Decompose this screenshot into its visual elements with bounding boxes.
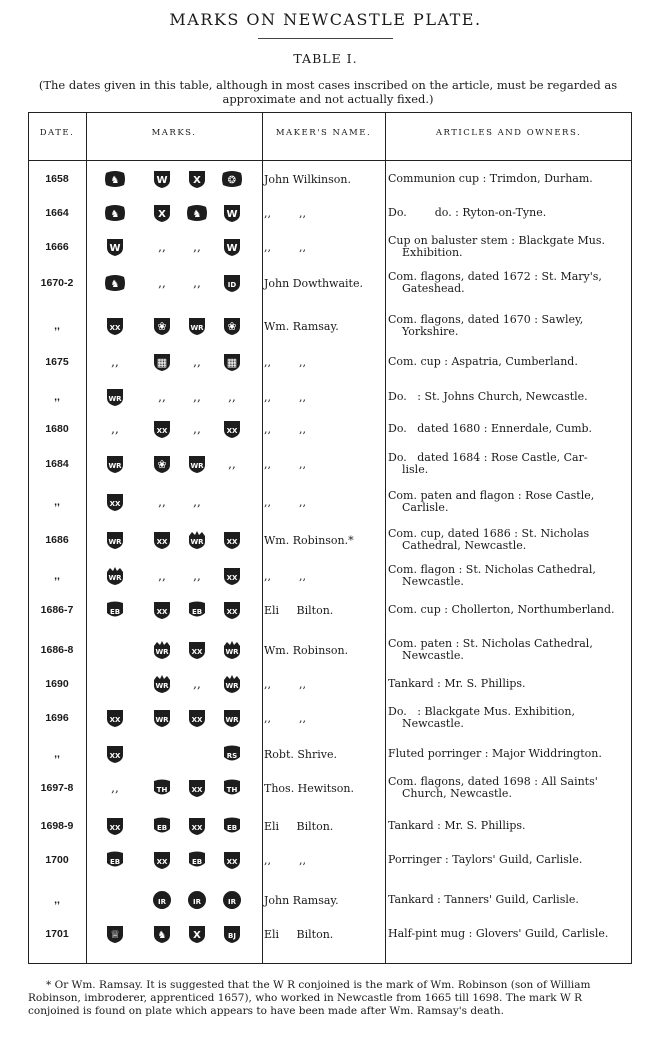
initials-eb-mark-icon [104, 599, 126, 620]
svg-text:WR: WR [108, 573, 122, 582]
marks-cell [86, 887, 262, 913]
date-cell: ,, [54, 748, 60, 760]
article-cell [388, 489, 630, 515]
svg-text:XX: XX [109, 499, 121, 508]
svg-text:❀: ❀ [157, 457, 167, 471]
lion-passant-mark-icon [104, 202, 126, 223]
initials-wr-mark-icon [104, 386, 126, 407]
table-row [28, 349, 632, 375]
marks-cell [86, 597, 262, 623]
marks-cell [86, 921, 262, 947]
ditto-mark: ,, [158, 389, 166, 404]
svg-text:XX: XX [109, 751, 121, 760]
castles-w-mark-icon [221, 202, 243, 223]
svg-text:IR: IR [228, 897, 236, 906]
svg-text:EB: EB [226, 823, 238, 832]
article-line: Church, Newcastle. [402, 787, 512, 800]
svg-text:♞: ♞ [110, 174, 120, 186]
article-line: Carlisle. [402, 501, 449, 514]
rose-mark-icon [151, 453, 173, 474]
date-cell: ,, [54, 320, 60, 332]
maker-cell: ,, ,, [264, 853, 306, 867]
marks-cell [86, 671, 262, 697]
rose-mark-icon [221, 315, 243, 336]
crowned-wr-mark-icon [221, 673, 243, 694]
date-cell: 1700 [45, 854, 69, 866]
maker-cell: Eli Bilton. [264, 819, 334, 833]
castles-xx-mark-icon [151, 529, 173, 550]
svg-text:WR: WR [108, 537, 122, 546]
svg-text:XX: XX [226, 537, 238, 546]
svg-text:XX: XX [109, 323, 121, 332]
svg-text:WR: WR [155, 681, 169, 690]
castles-xx-mark-icon [221, 565, 243, 586]
svg-text:IR: IR [158, 897, 166, 906]
header-articles: ARTICLES AND OWNERS. [435, 128, 582, 138]
article-cell [388, 270, 630, 296]
crowned-wr-mark-icon [151, 673, 173, 694]
svg-text:EB: EB [109, 607, 121, 616]
table-row [28, 416, 632, 442]
article-cell [388, 741, 630, 767]
svg-text:ID: ID [227, 280, 237, 289]
maker-cell: John Ramsay. [264, 893, 339, 907]
svg-text:TH: TH [226, 785, 238, 794]
castles-xx-mark-icon [104, 815, 126, 836]
castles-x-mark-icon [151, 202, 173, 223]
article-line: Cup on baluster stem : Blackgate Mus. [388, 234, 605, 247]
crowned-wr-mark-icon [151, 639, 173, 660]
svg-text:WR: WR [225, 647, 239, 656]
marks-cell [86, 705, 262, 731]
marks-cell [86, 270, 262, 296]
date-cell: 1670-2 [40, 277, 74, 289]
castles-xx-mark-icon [221, 849, 243, 870]
table-row [28, 637, 632, 663]
maker-cell: ,, ,, [264, 457, 306, 471]
marks-cell [86, 384, 262, 410]
table-row [28, 671, 632, 697]
maker-cell: John Dowthwaite. [264, 276, 363, 290]
marks-cell [86, 416, 262, 442]
marks-cell [86, 741, 262, 767]
article-line: Newcastle. [402, 575, 464, 588]
initials-wr-mark-icon [221, 707, 243, 728]
svg-text:XX: XX [226, 857, 238, 866]
article-cell [388, 384, 630, 410]
castles-w-mark-icon [221, 236, 243, 257]
initials-ir-mark-icon [151, 889, 173, 910]
britannia-mark-icon [104, 923, 126, 944]
ditto-mark: ,, [193, 494, 201, 509]
svg-text:EB: EB [191, 857, 203, 866]
date-cell: 1675 [45, 356, 69, 368]
castles-xx-mark-icon [221, 529, 243, 550]
ditto-mark: ,, [193, 239, 201, 254]
article-line: Newcastle. [402, 717, 464, 730]
marks-cell [86, 489, 262, 515]
marks-cell [86, 451, 262, 477]
castles-xx-mark-icon [186, 707, 208, 728]
article-cell [388, 416, 630, 442]
table-row [28, 887, 632, 913]
article-cell [388, 234, 630, 260]
article-cell [388, 166, 630, 192]
date-cell: 1664 [45, 207, 69, 219]
svg-text:XX: XX [191, 785, 203, 794]
maker-cell: ,, ,, [264, 711, 306, 725]
lion-passant-mark-icon [104, 168, 126, 189]
rose-mark-icon [151, 315, 173, 336]
date-cell: 1666 [45, 241, 69, 253]
castles-xx-mark-icon [104, 315, 126, 336]
date-cell: 1698-9 [40, 820, 74, 832]
table-note: (The dates given in this table, although in most cases inscribed on the article, must be regarded as approximate and not actually fixed.) [38, 78, 618, 106]
castles-xx-mark-icon [151, 599, 173, 620]
svg-text:XX: XX [191, 715, 203, 724]
date-cell: 1686 [45, 534, 69, 546]
table-row [28, 166, 632, 192]
svg-text:♞: ♞ [157, 929, 167, 941]
svg-text:X: X [193, 174, 201, 186]
svg-text:WR: WR [225, 681, 239, 690]
date-cell: 1696 [45, 712, 69, 724]
castles-xx-mark-icon [186, 815, 208, 836]
ditto-mark: ,, [193, 354, 201, 369]
table-row [28, 563, 632, 589]
initials-ir-mark-icon [186, 889, 208, 910]
ditto-mark: ,, [158, 275, 166, 290]
article-cell [388, 921, 630, 947]
castles-xx-mark-icon [104, 491, 126, 512]
svg-text:♞: ♞ [192, 208, 202, 220]
ditto-mark: ,, [158, 239, 166, 254]
date-cell: 1680 [45, 423, 69, 435]
ditto-mark: ,, [228, 389, 236, 404]
crowned-wr-mark-icon [186, 529, 208, 550]
svg-text:XX: XX [226, 607, 238, 616]
article-line: Tankard : Tanners' Guild, Carlisle. [388, 893, 579, 906]
date-cell: ,, [54, 391, 60, 403]
article-line: Tankard : Mr. S. Phillips. [388, 819, 526, 832]
maker-cell: ,, ,, [264, 495, 306, 509]
svg-text:WR: WR [190, 461, 204, 470]
article-line: Com. paten and flagon : Rose Castle, [388, 489, 595, 502]
castles-xx-mark-icon [221, 418, 243, 439]
maker-cell: Eli Bilton. [264, 927, 334, 941]
svg-text:XX: XX [191, 823, 203, 832]
article-cell [388, 313, 630, 339]
ditto-mark: ,, [193, 421, 201, 436]
initials-wr-mark-icon [151, 707, 173, 728]
article-cell [388, 563, 630, 589]
svg-text:▦: ▦ [226, 355, 238, 369]
svg-text:❂: ❂ [227, 174, 237, 186]
svg-text:WR: WR [155, 715, 169, 724]
page-title: MARKS ON NEWCASTLE PLATE. [169, 10, 482, 29]
svg-text:XX: XX [226, 426, 238, 435]
ditto-mark: ,, [111, 780, 119, 795]
article-line: Newcastle. [402, 649, 464, 662]
lion-head-mark-icon [151, 923, 173, 944]
svg-text:XX: XX [109, 823, 121, 832]
table-row [28, 384, 632, 410]
maker-cell: Eli Bilton. [264, 603, 334, 617]
svg-text:W: W [109, 242, 121, 254]
date-cell: 1697-8 [40, 782, 74, 794]
svg-text:EB: EB [191, 607, 203, 616]
article-line: Gateshead. [402, 282, 465, 295]
article-cell [388, 887, 630, 913]
article-line: Com. flagons, dated 1698 : All Saints' [388, 775, 598, 788]
marks-cell [86, 313, 262, 339]
article-line: lisle. [402, 463, 429, 476]
date-cell: 1690 [45, 678, 69, 690]
article-line: Half-pint mug : Glovers' Guild, Carlisle. [388, 927, 609, 940]
marks-cell [86, 563, 262, 589]
castles-x-mark-icon [186, 923, 208, 944]
svg-text:BJ: BJ [228, 931, 236, 940]
maker-cell: Wm. Robinson.* [264, 533, 354, 547]
leopard-head-mark-icon [221, 168, 243, 189]
date-letter-mark-icon [151, 351, 173, 372]
table-row [28, 705, 632, 731]
maker-cell: ,, ,, [264, 355, 306, 369]
castles-xx-mark-icon [151, 418, 173, 439]
svg-text:WR: WR [190, 323, 204, 332]
crowned-wr-mark-icon [221, 639, 243, 660]
ditto-mark: ,, [158, 568, 166, 583]
svg-text:XX: XX [109, 715, 121, 724]
initials-th-mark-icon [151, 777, 173, 798]
marks-cell [86, 775, 262, 801]
svg-text:♞: ♞ [110, 208, 120, 220]
article-line: Com. cup : Chollerton, Northumberland. [388, 603, 615, 616]
svg-text:IR: IR [193, 897, 201, 906]
marks-cell [86, 200, 262, 226]
initials-eb-mark-icon [151, 815, 173, 836]
maker-cell: Robt. Shrive. [264, 747, 337, 761]
castles-x-mark-icon [186, 168, 208, 189]
initials-eb-mark-icon [186, 599, 208, 620]
article-cell [388, 671, 630, 697]
article-line: Fluted porringer : Major Widdrington. [388, 747, 602, 760]
castles-xx-mark-icon [104, 707, 126, 728]
footnote: * Or Wm. Ramsay. It is suggested that the W R conjoined is the mark of Wm. Robinson (son of William Robinson, imbroderer, apprenticed 1657), who worked in Newcastle from 1665 till 1698. The mark W R conjoined is found on plate which appears to have been made after Wm. Ramsay's death. [28, 979, 591, 1017]
svg-text:♞: ♞ [110, 278, 120, 290]
article-line: Do. do. : Ryton-on-Tyne. [388, 206, 547, 219]
ditto-mark: ,, [193, 676, 201, 691]
castles-xx-mark-icon [186, 639, 208, 660]
header-marks: MARKS. [151, 128, 197, 138]
ditto-mark: ,, [228, 456, 236, 471]
date-cell: 1684 [45, 458, 69, 470]
ditto-mark: ,, [111, 421, 119, 436]
table-row [28, 847, 632, 873]
article-cell [388, 527, 630, 553]
article-line: Com. flagons, dated 1670 : Sawley, [388, 313, 584, 326]
table-row [28, 921, 632, 947]
initials-eb-mark-icon [104, 849, 126, 870]
date-cell: ,, [54, 894, 60, 906]
article-cell [388, 813, 630, 839]
date-cell: ,, [54, 570, 60, 582]
marks-cell [86, 813, 262, 839]
table-row [28, 234, 632, 260]
castles-xx-mark-icon [221, 599, 243, 620]
article-line: Porringer : Taylors' Guild, Carlisle. [388, 853, 583, 866]
article-line: Com. paten : St. Nicholas Cathedral, [388, 637, 593, 650]
marks-cell [86, 349, 262, 375]
article-cell [388, 597, 630, 623]
marks-cell [86, 847, 262, 873]
maker-cell: Thos. Hewitson. [264, 781, 354, 795]
article-line: Do. dated 1684 : Rose Castle, Car- [388, 451, 588, 464]
header-maker: MAKER'S NAME. [275, 128, 372, 138]
ditto-mark: ,, [193, 568, 201, 583]
maker-cell: Wm. Ramsay. [264, 319, 339, 333]
article-line: Com. cup : Aspatria, Cumberland. [388, 355, 578, 368]
article-cell [388, 775, 630, 801]
svg-text:❀: ❀ [227, 319, 237, 333]
svg-text:❀: ❀ [157, 319, 167, 333]
initials-ir-mark-icon [221, 889, 243, 910]
article-line: Cathedral, Newcastle. [402, 539, 527, 552]
svg-text:W: W [156, 174, 168, 186]
date-cell: 1686-7 [40, 604, 74, 616]
svg-text:W: W [226, 208, 238, 220]
svg-text:XX: XX [156, 537, 168, 546]
table-row [28, 200, 632, 226]
svg-text:XX: XX [156, 426, 168, 435]
article-line: Tankard : Mr. S. Phillips. [388, 677, 526, 690]
maker-cell: ,, ,, [264, 569, 306, 583]
svg-text:XX: XX [226, 573, 238, 582]
initials-eb-mark-icon [186, 849, 208, 870]
article-cell [388, 349, 630, 375]
svg-text:TH: TH [156, 785, 168, 794]
svg-text:WR: WR [108, 394, 122, 403]
article-cell [388, 637, 630, 663]
maker-cell: ,, ,, [264, 422, 306, 436]
svg-text:XX: XX [156, 607, 168, 616]
svg-text:X: X [193, 929, 201, 941]
initials-id-mark-icon [221, 272, 243, 293]
initials-eb-mark-icon [221, 815, 243, 836]
table-title: TABLE I. [293, 51, 358, 66]
castles-w-mark-icon [104, 236, 126, 257]
castles-xx-mark-icon [186, 777, 208, 798]
initials-bj-mark-icon [221, 923, 243, 944]
initials-wr-mark-icon [186, 315, 208, 336]
article-line: Com. flagon : St. Nicholas Cathedral, [388, 563, 596, 576]
svg-text:XX: XX [156, 857, 168, 866]
svg-text:WR: WR [108, 461, 122, 470]
lion-passant-mark-icon [104, 272, 126, 293]
header-date: DATE. [39, 128, 75, 138]
svg-text:EB: EB [109, 857, 121, 866]
initials-rs-mark-icon [221, 743, 243, 764]
marks-cell [86, 234, 262, 260]
marks-cell [86, 166, 262, 192]
ditto-mark: ,, [193, 389, 201, 404]
title-divider [258, 38, 393, 39]
marks-cell [86, 637, 262, 663]
maker-cell: ,, ,, [264, 206, 306, 220]
article-cell [388, 705, 630, 731]
svg-text:RS: RS [226, 751, 238, 760]
svg-text:XX: XX [191, 647, 203, 656]
table-row [28, 741, 632, 767]
date-cell: 1686-8 [40, 644, 74, 656]
ditto-mark: ,, [158, 494, 166, 509]
header-divider [28, 160, 632, 161]
article-cell [388, 451, 630, 477]
svg-text:♕: ♕ [110, 927, 120, 941]
ditto-mark: ,, [111, 354, 119, 369]
svg-text:▦: ▦ [156, 355, 168, 369]
table-row [28, 775, 632, 801]
table-row [28, 313, 632, 339]
article-line: Do. : St. Johns Church, Newcastle. [388, 390, 588, 403]
maker-cell: Wm. Robinson. [264, 643, 349, 657]
article-line: Do. dated 1680 : Ennerdale, Cumb. [388, 422, 593, 435]
table-row [28, 489, 632, 515]
castles-w-mark-icon [151, 168, 173, 189]
svg-text:X: X [158, 208, 166, 220]
svg-text:W: W [226, 242, 238, 254]
date-cell: 1658 [45, 173, 69, 185]
svg-text:WR: WR [225, 715, 239, 724]
maker-cell: ,, ,, [264, 240, 306, 254]
svg-text:WR: WR [190, 537, 204, 546]
article-cell [388, 847, 630, 873]
castles-xx-mark-icon [151, 849, 173, 870]
svg-text:WR: WR [155, 647, 169, 656]
article-line: Communion cup : Trimdon, Durham. [388, 172, 593, 185]
article-line: Yorkshire. [402, 325, 459, 338]
svg-text:EB: EB [156, 823, 168, 832]
maker-cell: ,, ,, [264, 677, 306, 691]
initials-th-mark-icon [221, 777, 243, 798]
article-line: Com. flagons, dated 1672 : St. Mary's, [388, 270, 602, 283]
maker-cell: ,, ,, [264, 390, 306, 404]
article-line: Exhibition. [402, 246, 463, 259]
table-row [28, 597, 632, 623]
initials-wr-mark-icon [104, 453, 126, 474]
maker-cell: John Wilkinson. [264, 172, 351, 186]
date-cell: 1701 [45, 928, 69, 940]
date-letter-mark-icon [221, 351, 243, 372]
table-row [28, 270, 632, 296]
crowned-wr-mark-icon [104, 565, 126, 586]
initials-wr-mark-icon [186, 453, 208, 474]
table-row [28, 451, 632, 477]
lion-passant-mark-icon [186, 202, 208, 223]
table-row [28, 813, 632, 839]
date-cell: ,, [54, 496, 60, 508]
marks-cell [86, 527, 262, 553]
article-cell [388, 200, 630, 226]
article-line: Com. cup, dated 1686 : St. Nicholas [388, 527, 590, 540]
castles-xx-mark-icon [104, 743, 126, 764]
article-line: Do. : Blackgate Mus. Exhibition, [388, 705, 575, 718]
table-row [28, 527, 632, 553]
initials-wr-mark-icon [104, 529, 126, 550]
ditto-mark: ,, [193, 275, 201, 290]
